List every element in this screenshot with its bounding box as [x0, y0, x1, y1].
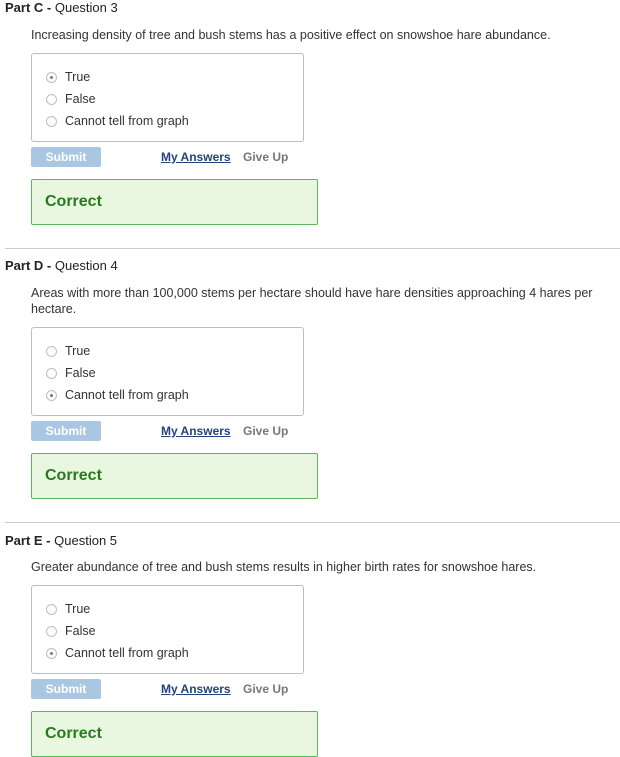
question-label: Question 4 [54, 258, 118, 273]
part-label: Part C - [5, 0, 52, 15]
radio-button[interactable] [46, 72, 57, 83]
section-divider [5, 522, 620, 523]
part-label: Part D - [5, 258, 52, 273]
question-label: Question 3 [54, 0, 118, 15]
radio-button[interactable] [46, 346, 57, 357]
my-answers-link[interactable]: My Answers [161, 150, 231, 164]
my-answers-link[interactable]: My Answers [161, 424, 231, 438]
radio-button[interactable] [46, 390, 57, 401]
option-label: True [65, 70, 91, 84]
option-label: True [65, 344, 91, 358]
option-label: Cannot tell from graph [65, 646, 189, 660]
radio-button[interactable] [46, 604, 57, 615]
question-text: Areas with more than 100,000 stems per hectare should have hare densities approaching 4 hares per hectare. [31, 286, 593, 316]
option-cannot-tell[interactable] [46, 644, 189, 662]
option-false[interactable] [46, 364, 96, 382]
part-header [5, 258, 118, 273]
option-label: False [65, 92, 96, 106]
radio-button[interactable] [46, 368, 57, 379]
answer-options [31, 327, 304, 416]
option-label: Cannot tell from graph [65, 114, 189, 128]
option-false[interactable] [46, 90, 96, 108]
option-label: True [65, 602, 91, 616]
answer-options [31, 53, 304, 142]
feedback-text: Correct [45, 725, 102, 742]
feedback-text: Correct [45, 467, 102, 484]
feedback-box [31, 453, 318, 499]
submit-button[interactable]: Submit [31, 147, 101, 167]
radio-button[interactable] [46, 116, 57, 127]
section-divider [5, 248, 620, 249]
option-true[interactable] [46, 342, 90, 360]
radio-button[interactable] [46, 648, 57, 659]
question-text: Increasing density of tree and bush stems has a positive effect on snowshoe hare abundance. [31, 28, 551, 42]
give-up-link[interactable]: Give Up [243, 682, 289, 696]
option-cannot-tell[interactable] [46, 112, 189, 130]
option-false[interactable] [46, 622, 96, 640]
radio-button[interactable] [46, 626, 57, 637]
feedback-text: Correct [45, 193, 102, 210]
question-text: Greater abundance of tree and bush stems results in higher birth rates for snowshoe hares. [31, 560, 537, 574]
feedback-box [31, 179, 318, 225]
submit-button[interactable]: Submit [31, 421, 101, 441]
option-label: False [65, 366, 96, 380]
option-label: Cannot tell from graph [65, 388, 189, 402]
give-up-link[interactable]: Give Up [243, 424, 289, 438]
question-label: Question 5 [54, 533, 118, 548]
my-answers-link[interactable]: My Answers [161, 682, 231, 696]
give-up-link[interactable]: Give Up [243, 150, 289, 164]
part-label: Part E - [5, 533, 51, 548]
submit-button[interactable]: Submit [31, 679, 101, 699]
option-true[interactable] [46, 600, 90, 618]
option-true[interactable] [46, 68, 90, 86]
option-label: False [65, 624, 96, 638]
answer-options [31, 585, 304, 674]
option-cannot-tell[interactable] [46, 386, 189, 404]
part-header [5, 533, 117, 548]
radio-button[interactable] [46, 94, 57, 105]
feedback-box [31, 711, 318, 757]
part-header [5, 0, 118, 15]
